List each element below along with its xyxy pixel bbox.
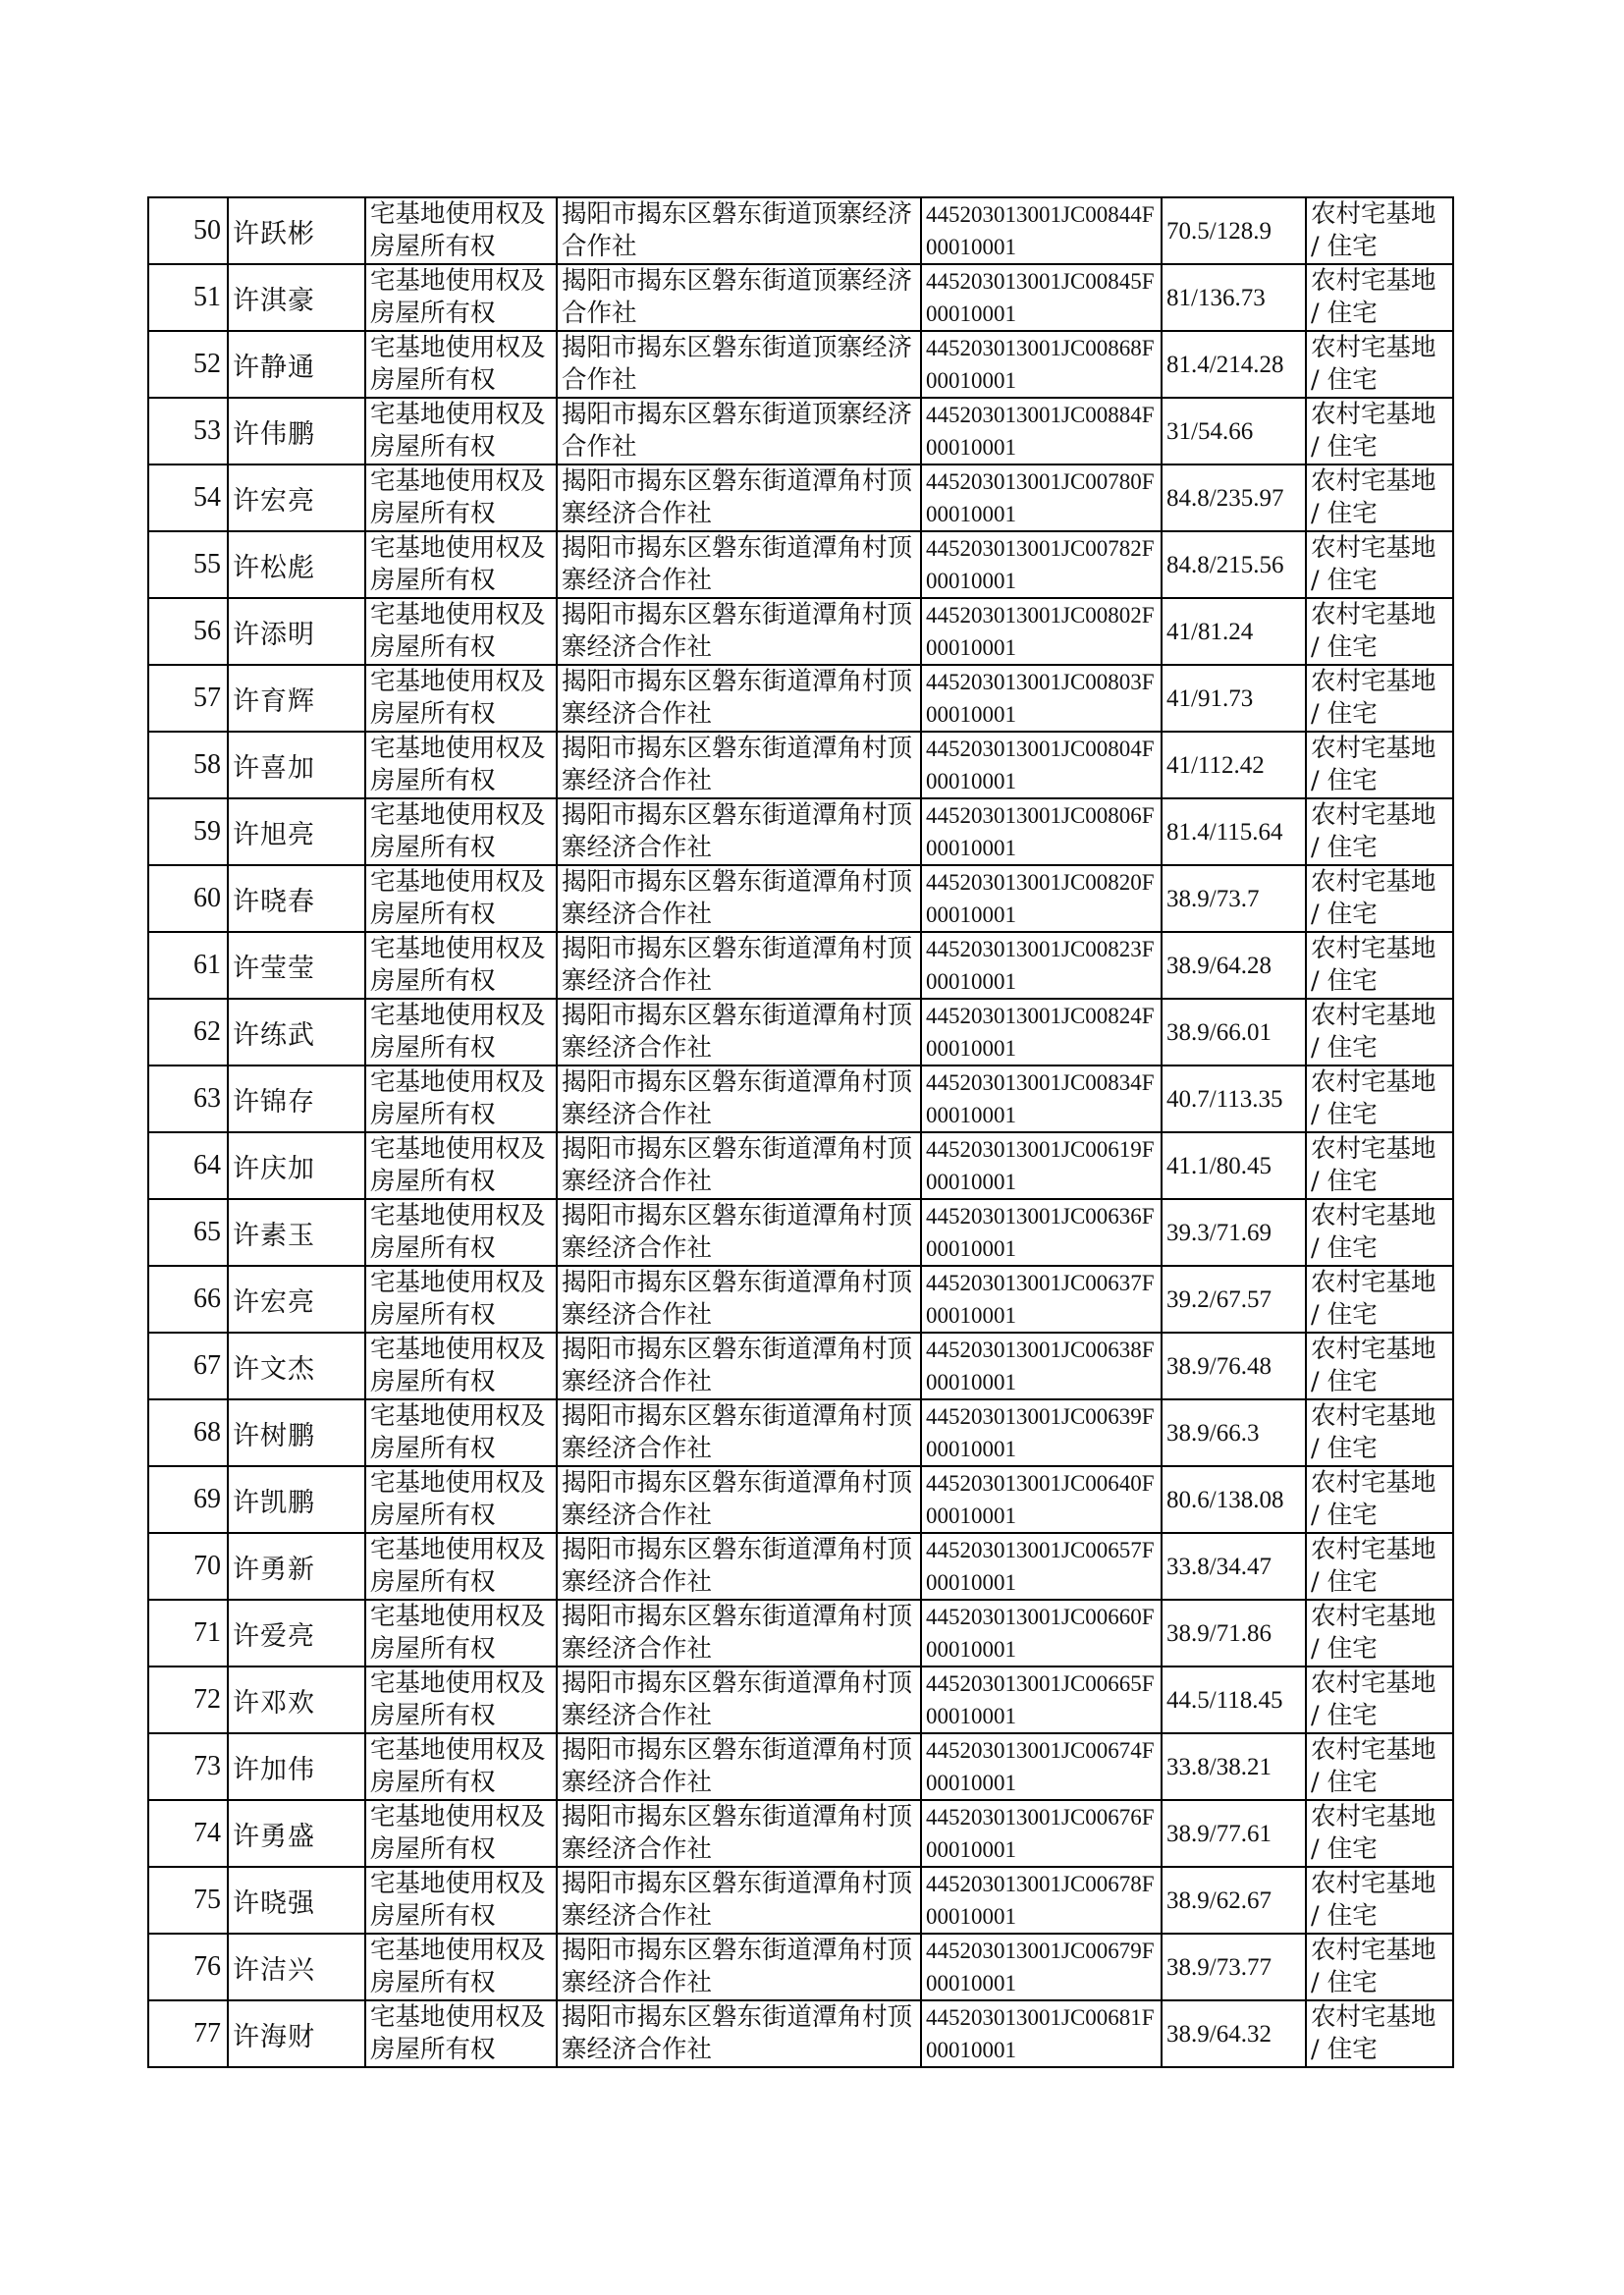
row-number-cell: 69 <box>148 1466 228 1533</box>
land-use-cell: 农村宅基地 / 住宅 <box>1306 531 1453 598</box>
row-number-cell: 54 <box>148 464 228 531</box>
area-value-cell: 38.9/64.32 <box>1162 2000 1306 2067</box>
owner-name-cell: 许勇盛 <box>228 1800 365 1867</box>
right-type-cell: 宅基地使用权及房屋所有权 <box>365 932 557 999</box>
right-type-cell: 宅基地使用权及房屋所有权 <box>365 1466 557 1533</box>
table-row <box>148 1199 1453 1266</box>
right-type-cell: 宅基地使用权及房屋所有权 <box>365 1132 557 1199</box>
table-body <box>148 197 1453 2067</box>
unit-code-cell: 445203013001JC00820F00010001 <box>921 865 1162 932</box>
unit-code-cell: 445203013001JC00802F00010001 <box>921 598 1162 665</box>
area-value-cell: 80.6/138.08 <box>1162 1466 1306 1533</box>
area-value-cell: 38.9/64.28 <box>1162 932 1306 999</box>
table-row <box>148 598 1453 665</box>
area-value-cell: 38.9/66.3 <box>1162 1399 1306 1466</box>
land-use-cell: 农村宅基地 / 住宅 <box>1306 798 1453 865</box>
area-value-cell: 81.4/214.28 <box>1162 331 1306 398</box>
owner-name-cell: 许宏亮 <box>228 464 365 531</box>
owner-name-cell: 许邓欢 <box>228 1667 365 1733</box>
owner-name-cell: 许宏亮 <box>228 1266 365 1333</box>
right-type-cell: 宅基地使用权及房屋所有权 <box>365 1333 557 1399</box>
row-number-cell: 64 <box>148 1132 228 1199</box>
right-type-cell: 宅基地使用权及房屋所有权 <box>365 732 557 798</box>
owner-name-cell: 许静通 <box>228 331 365 398</box>
location-cell: 揭阳市揭东区磐东街道潭角村顶寨经济合作社 <box>557 1667 921 1733</box>
land-use-cell: 农村宅基地 / 住宅 <box>1306 932 1453 999</box>
unit-code-cell: 445203013001JC00803F00010001 <box>921 665 1162 732</box>
owner-name-cell: 许伟鹏 <box>228 398 365 464</box>
row-number-cell: 71 <box>148 1600 228 1667</box>
owner-name-cell: 许树鹏 <box>228 1399 365 1466</box>
location-cell: 揭阳市揭东区磐东街道潭角村顶寨经济合作社 <box>557 732 921 798</box>
land-use-cell: 农村宅基地 / 住宅 <box>1306 1333 1453 1399</box>
row-number-cell: 55 <box>148 531 228 598</box>
owner-name-cell: 许添明 <box>228 598 365 665</box>
area-value-cell: 81/136.73 <box>1162 264 1306 331</box>
owner-name-cell: 许旭亮 <box>228 798 365 865</box>
area-value-cell: 33.8/38.21 <box>1162 1733 1306 1800</box>
right-type-cell: 宅基地使用权及房屋所有权 <box>365 1600 557 1667</box>
location-cell: 揭阳市揭东区磐东街道潭角村顶寨经济合作社 <box>557 1399 921 1466</box>
location-cell: 揭阳市揭东区磐东街道潭角村顶寨经济合作社 <box>557 1867 921 1934</box>
location-cell: 揭阳市揭东区磐东街道潭角村顶寨经济合作社 <box>557 1533 921 1600</box>
area-value-cell: 41/91.73 <box>1162 665 1306 732</box>
area-value-cell: 38.9/62.67 <box>1162 1867 1306 1934</box>
area-value-cell: 38.9/71.86 <box>1162 1600 1306 1667</box>
area-value-cell: 38.9/73.7 <box>1162 865 1306 932</box>
unit-code-cell: 445203013001JC00681F00010001 <box>921 2000 1162 2067</box>
owner-name-cell: 许庆加 <box>228 1132 365 1199</box>
area-value-cell: 38.9/66.01 <box>1162 999 1306 1066</box>
right-type-cell: 宅基地使用权及房屋所有权 <box>365 1399 557 1466</box>
location-cell: 揭阳市揭东区磐东街道潭角村顶寨经济合作社 <box>557 1333 921 1399</box>
location-cell: 揭阳市揭东区磐东街道顶寨经济合作社 <box>557 398 921 464</box>
owner-name-cell: 许晓春 <box>228 865 365 932</box>
location-cell: 揭阳市揭东区磐东街道潭角村顶寨经济合作社 <box>557 1066 921 1132</box>
owner-name-cell: 许跃彬 <box>228 197 365 264</box>
owner-name-cell: 许育辉 <box>228 665 365 732</box>
land-use-cell: 农村宅基地 / 住宅 <box>1306 1266 1453 1333</box>
land-use-cell: 农村宅基地 / 住宅 <box>1306 1199 1453 1266</box>
unit-code-cell: 445203013001JC00845F00010001 <box>921 264 1162 331</box>
unit-code-cell: 445203013001JC00782F00010001 <box>921 531 1162 598</box>
location-cell: 揭阳市揭东区磐东街道潭角村顶寨经济合作社 <box>557 865 921 932</box>
area-value-cell: 84.8/235.97 <box>1162 464 1306 531</box>
right-type-cell: 宅基地使用权及房屋所有权 <box>365 1667 557 1733</box>
location-cell: 揭阳市揭东区磐东街道顶寨经济合作社 <box>557 331 921 398</box>
land-use-cell: 农村宅基地 / 住宅 <box>1306 1066 1453 1132</box>
area-value-cell: 81.4/115.64 <box>1162 798 1306 865</box>
right-type-cell: 宅基地使用权及房屋所有权 <box>365 1733 557 1800</box>
row-number-cell: 59 <box>148 798 228 865</box>
row-number-cell: 74 <box>148 1800 228 1867</box>
table-row <box>148 1934 1453 2000</box>
table-row <box>148 1066 1453 1132</box>
owner-name-cell: 许勇新 <box>228 1533 365 1600</box>
location-cell: 揭阳市揭东区磐东街道顶寨经济合作社 <box>557 197 921 264</box>
land-use-cell: 农村宅基地 / 住宅 <box>1306 732 1453 798</box>
right-type-cell: 宅基地使用权及房屋所有权 <box>365 665 557 732</box>
right-type-cell: 宅基地使用权及房屋所有权 <box>365 264 557 331</box>
owner-name-cell: 许晓强 <box>228 1867 365 1934</box>
row-number-cell: 68 <box>148 1399 228 1466</box>
table-row <box>148 264 1453 331</box>
right-type-cell: 宅基地使用权及房屋所有权 <box>365 1934 557 2000</box>
row-number-cell: 51 <box>148 264 228 331</box>
row-number-cell: 60 <box>148 865 228 932</box>
owner-name-cell: 许松彪 <box>228 531 365 598</box>
land-use-cell: 农村宅基地 / 住宅 <box>1306 999 1453 1066</box>
row-number-cell: 56 <box>148 598 228 665</box>
land-use-cell: 农村宅基地 / 住宅 <box>1306 197 1453 264</box>
land-use-cell: 农村宅基地 / 住宅 <box>1306 464 1453 531</box>
area-value-cell: 41/81.24 <box>1162 598 1306 665</box>
table-row <box>148 865 1453 932</box>
table-row <box>148 1867 1453 1934</box>
owner-name-cell: 许洁兴 <box>228 1934 365 2000</box>
unit-code-cell: 445203013001JC00676F00010001 <box>921 1800 1162 1867</box>
location-cell: 揭阳市揭东区磐东街道潭角村顶寨经济合作社 <box>557 531 921 598</box>
right-type-cell: 宅基地使用权及房屋所有权 <box>365 197 557 264</box>
row-number-cell: 57 <box>148 665 228 732</box>
owner-name-cell: 许爱亮 <box>228 1600 365 1667</box>
table-row <box>148 1667 1453 1733</box>
right-type-cell: 宅基地使用权及房屋所有权 <box>365 1066 557 1132</box>
unit-code-cell: 445203013001JC00679F00010001 <box>921 1934 1162 2000</box>
area-value-cell: 41/112.42 <box>1162 732 1306 798</box>
row-number-cell: 75 <box>148 1867 228 1934</box>
unit-code-cell: 445203013001JC00638F00010001 <box>921 1333 1162 1399</box>
table-row <box>148 932 1453 999</box>
area-value-cell: 41.1/80.45 <box>1162 1132 1306 1199</box>
right-type-cell: 宅基地使用权及房屋所有权 <box>365 999 557 1066</box>
owner-name-cell: 许凯鹏 <box>228 1466 365 1533</box>
unit-code-cell: 445203013001JC00637F00010001 <box>921 1266 1162 1333</box>
right-type-cell: 宅基地使用权及房屋所有权 <box>365 1266 557 1333</box>
row-number-cell: 63 <box>148 1066 228 1132</box>
area-value-cell: 38.9/77.61 <box>1162 1800 1306 1867</box>
unit-code-cell: 445203013001JC00660F00010001 <box>921 1600 1162 1667</box>
owner-name-cell: 许莹莹 <box>228 932 365 999</box>
land-use-cell: 农村宅基地 / 住宅 <box>1306 264 1453 331</box>
location-cell: 揭阳市揭东区磐东街道潭角村顶寨经济合作社 <box>557 1132 921 1199</box>
right-type-cell: 宅基地使用权及房屋所有权 <box>365 398 557 464</box>
table-row <box>148 464 1453 531</box>
row-number-cell: 67 <box>148 1333 228 1399</box>
land-use-cell: 农村宅基地 / 住宅 <box>1306 1533 1453 1600</box>
row-number-cell: 76 <box>148 1934 228 2000</box>
table-row <box>148 1466 1453 1533</box>
table-row <box>148 197 1453 264</box>
unit-code-cell: 445203013001JC00806F00010001 <box>921 798 1162 865</box>
land-use-cell: 农村宅基地 / 住宅 <box>1306 1600 1453 1667</box>
location-cell: 揭阳市揭东区磐东街道潭角村顶寨经济合作社 <box>557 798 921 865</box>
right-type-cell: 宅基地使用权及房屋所有权 <box>365 1800 557 1867</box>
table-row <box>148 798 1453 865</box>
row-number-cell: 50 <box>148 197 228 264</box>
right-type-cell: 宅基地使用权及房屋所有权 <box>365 1533 557 1600</box>
unit-code-cell: 445203013001JC00619F00010001 <box>921 1132 1162 1199</box>
unit-code-cell: 445203013001JC00834F00010001 <box>921 1066 1162 1132</box>
land-use-cell: 农村宅基地 / 住宅 <box>1306 598 1453 665</box>
land-use-cell: 农村宅基地 / 住宅 <box>1306 1132 1453 1199</box>
area-value-cell: 38.9/76.48 <box>1162 1333 1306 1399</box>
unit-code-cell: 445203013001JC00657F00010001 <box>921 1533 1162 1600</box>
table-row <box>148 1399 1453 1466</box>
owner-name-cell: 许练武 <box>228 999 365 1066</box>
owner-name-cell: 许素玉 <box>228 1199 365 1266</box>
right-type-cell: 宅基地使用权及房屋所有权 <box>365 2000 557 2067</box>
unit-code-cell: 445203013001JC00678F00010001 <box>921 1867 1162 1934</box>
owner-name-cell: 许喜加 <box>228 732 365 798</box>
right-type-cell: 宅基地使用权及房屋所有权 <box>365 331 557 398</box>
area-value-cell: 70.5/128.9 <box>1162 197 1306 264</box>
unit-code-cell: 445203013001JC00884F00010001 <box>921 398 1162 464</box>
area-value-cell: 38.9/73.77 <box>1162 1934 1306 2000</box>
table-row <box>148 732 1453 798</box>
unit-code-cell: 445203013001JC00636F00010001 <box>921 1199 1162 1266</box>
table-row <box>148 1533 1453 1600</box>
land-use-cell: 农村宅基地 / 住宅 <box>1306 1466 1453 1533</box>
location-cell: 揭阳市揭东区磐东街道潭角村顶寨经济合作社 <box>557 1199 921 1266</box>
table-row <box>148 999 1453 1066</box>
row-number-cell: 70 <box>148 1533 228 1600</box>
area-value-cell: 31/54.66 <box>1162 398 1306 464</box>
land-use-cell: 农村宅基地 / 住宅 <box>1306 1800 1453 1867</box>
area-value-cell: 39.2/67.57 <box>1162 1266 1306 1333</box>
unit-code-cell: 445203013001JC00780F00010001 <box>921 464 1162 531</box>
row-number-cell: 73 <box>148 1733 228 1800</box>
table-row <box>148 1600 1453 1667</box>
land-use-cell: 农村宅基地 / 住宅 <box>1306 1867 1453 1934</box>
location-cell: 揭阳市揭东区磐东街道潭角村顶寨经济合作社 <box>557 665 921 732</box>
land-use-cell: 农村宅基地 / 住宅 <box>1306 665 1453 732</box>
unit-code-cell: 445203013001JC00844F00010001 <box>921 197 1162 264</box>
location-cell: 揭阳市揭东区磐东街道潭角村顶寨经济合作社 <box>557 999 921 1066</box>
location-cell: 揭阳市揭东区磐东街道潭角村顶寨经济合作社 <box>557 464 921 531</box>
row-number-cell: 72 <box>148 1667 228 1733</box>
area-value-cell: 44.5/118.45 <box>1162 1667 1306 1733</box>
right-type-cell: 宅基地使用权及房屋所有权 <box>365 598 557 665</box>
table-row <box>148 1132 1453 1199</box>
table-row <box>148 2000 1453 2067</box>
unit-code-cell: 445203013001JC00824F00010001 <box>921 999 1162 1066</box>
right-type-cell: 宅基地使用权及房屋所有权 <box>365 798 557 865</box>
row-number-cell: 62 <box>148 999 228 1066</box>
owner-name-cell: 许文杰 <box>228 1333 365 1399</box>
area-value-cell: 84.8/215.56 <box>1162 531 1306 598</box>
land-use-cell: 农村宅基地 / 住宅 <box>1306 1399 1453 1466</box>
location-cell: 揭阳市揭东区磐东街道潭角村顶寨经济合作社 <box>557 1800 921 1867</box>
right-type-cell: 宅基地使用权及房屋所有权 <box>365 865 557 932</box>
row-number-cell: 66 <box>148 1266 228 1333</box>
owner-name-cell: 许锦存 <box>228 1066 365 1132</box>
location-cell: 揭阳市揭东区磐东街道潭角村顶寨经济合作社 <box>557 932 921 999</box>
unit-code-cell: 445203013001JC00823F00010001 <box>921 932 1162 999</box>
unit-code-cell: 445203013001JC00640F00010001 <box>921 1466 1162 1533</box>
land-use-cell: 农村宅基地 / 住宅 <box>1306 2000 1453 2067</box>
location-cell: 揭阳市揭东区磐东街道顶寨经济合作社 <box>557 264 921 331</box>
table-row <box>148 531 1453 598</box>
row-number-cell: 53 <box>148 398 228 464</box>
owner-name-cell: 许加伟 <box>228 1733 365 1800</box>
row-number-cell: 52 <box>148 331 228 398</box>
unit-code-cell: 445203013001JC00804F00010001 <box>921 732 1162 798</box>
table-row <box>148 1733 1453 1800</box>
row-number-cell: 61 <box>148 932 228 999</box>
owner-name-cell: 许海财 <box>228 2000 365 2067</box>
table-row <box>148 1266 1453 1333</box>
land-use-cell: 农村宅基地 / 住宅 <box>1306 865 1453 932</box>
location-cell: 揭阳市揭东区磐东街道潭角村顶寨经济合作社 <box>557 1733 921 1800</box>
location-cell: 揭阳市揭东区磐东街道潭角村顶寨经济合作社 <box>557 1600 921 1667</box>
area-value-cell: 33.8/34.47 <box>1162 1533 1306 1600</box>
unit-code-cell: 445203013001JC00665F00010001 <box>921 1667 1162 1733</box>
location-cell: 揭阳市揭东区磐东街道潭角村顶寨经济合作社 <box>557 1466 921 1533</box>
land-use-cell: 农村宅基地 / 住宅 <box>1306 1733 1453 1800</box>
row-number-cell: 77 <box>148 2000 228 2067</box>
table-row <box>148 331 1453 398</box>
table-row <box>148 398 1453 464</box>
location-cell: 揭阳市揭东区磐东街道潭角村顶寨经济合作社 <box>557 598 921 665</box>
land-use-cell: 农村宅基地 / 住宅 <box>1306 1667 1453 1733</box>
row-number-cell: 58 <box>148 732 228 798</box>
area-value-cell: 39.3/71.69 <box>1162 1199 1306 1266</box>
land-use-cell: 农村宅基地 / 住宅 <box>1306 398 1453 464</box>
unit-code-cell: 445203013001JC00639F00010001 <box>921 1399 1162 1466</box>
table-row <box>148 665 1453 732</box>
table-row <box>148 1800 1453 1867</box>
right-type-cell: 宅基地使用权及房屋所有权 <box>365 464 557 531</box>
right-type-cell: 宅基地使用权及房屋所有权 <box>365 1867 557 1934</box>
owner-name-cell: 许淇豪 <box>228 264 365 331</box>
area-value-cell: 40.7/113.35 <box>1162 1066 1306 1132</box>
unit-code-cell: 445203013001JC00868F00010001 <box>921 331 1162 398</box>
location-cell: 揭阳市揭东区磐东街道潭角村顶寨经济合作社 <box>557 1934 921 2000</box>
table-row <box>148 1333 1453 1399</box>
registration-table <box>147 196 1454 2068</box>
location-cell: 揭阳市揭东区磐东街道潭角村顶寨经济合作社 <box>557 1266 921 1333</box>
location-cell: 揭阳市揭东区磐东街道潭角村顶寨经济合作社 <box>557 2000 921 2067</box>
row-number-cell: 65 <box>148 1199 228 1266</box>
right-type-cell: 宅基地使用权及房屋所有权 <box>365 1199 557 1266</box>
unit-code-cell: 445203013001JC00674F00010001 <box>921 1733 1162 1800</box>
land-use-cell: 农村宅基地 / 住宅 <box>1306 331 1453 398</box>
right-type-cell: 宅基地使用权及房屋所有权 <box>365 531 557 598</box>
land-use-cell: 农村宅基地 / 住宅 <box>1306 1934 1453 2000</box>
